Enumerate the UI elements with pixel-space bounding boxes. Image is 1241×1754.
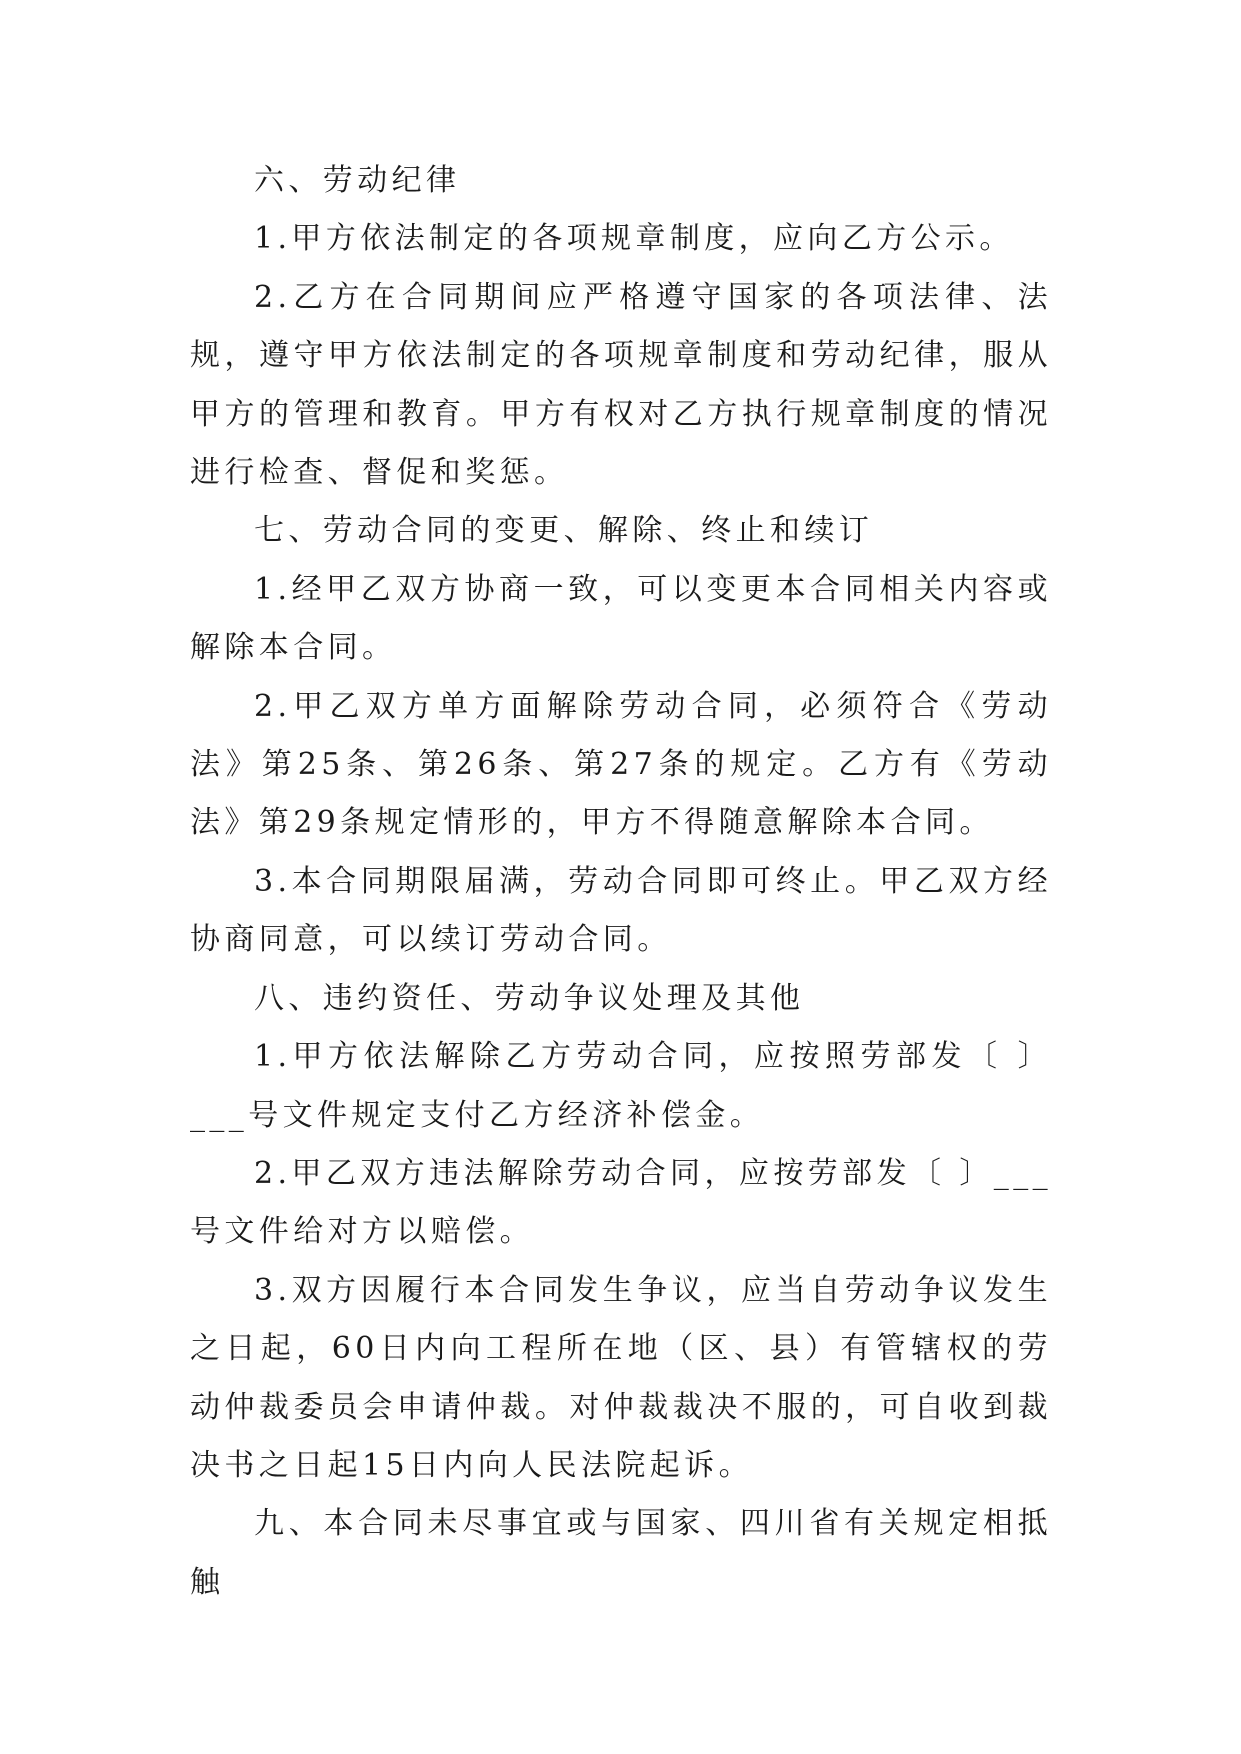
clause-6-2: 2.乙方在合同期间应严格遵守国家的各项法律、法规，遵守甲方依法制定的各项规章制度和劳动纪律，服从甲方的管理和教育。甲方有权对乙方执行规章制度的情况进行检查、督促和奖惩。	[190, 279, 1052, 491]
clause-7-2: 2.甲乙双方单方面解除劳动合同，必须符合《劳动法》第25条、第26条、第27条的规定。乙方有《劳动法》第29条规定情形的，甲方不得随意解除本合同。	[190, 688, 1052, 841]
section-heading-labor-discipline: 六、劳动纪律	[254, 163, 461, 198]
clause-8-2: 2.甲乙双方违法解除劳动合同，应按劳部发〔 〕___号文件给对方以赔偿。	[190, 1155, 1052, 1250]
clause-8-1: 1.甲方依法解除乙方劳动合同，应按照劳部发〔 〕___号文件规定支付乙方经济补偿金。	[190, 1039, 1052, 1133]
document-page	[190, 152, 1052, 1612]
section-heading-other-provisions: 九、本合同未尽事宜或与国家、四川省有关规定相抵触	[190, 1506, 1052, 1600]
section-heading-contract-changes: 七、劳动合同的变更、解除、终止和续订	[254, 513, 874, 549]
clause-7-1: 1.经甲乙双方协商一致，可以变更本合同相关内容或解除本合同。	[190, 571, 1052, 666]
clause-8-3: 3.双方因履行本合同发生争议，应当自劳动争议发生之日起，60日内向工程所在地（区、县）有管辖权的劳动仲裁委员会申请仲裁。对仲裁裁决不服的，可自收到裁决书之日起15日内向人民法院起诉。	[190, 1272, 1052, 1483]
clause-6-1: 1.甲方依法制定的各项规章制度，应向乙方公示。	[254, 221, 1014, 257]
section-heading-liability-disputes: 八、违约资任、劳动争议处理及其他	[254, 980, 805, 1016]
clause-7-3: 3.本合同期限届满，劳动合同即可终止。甲乙双方经协商同意，可以续订劳动合同。	[190, 863, 1052, 958]
